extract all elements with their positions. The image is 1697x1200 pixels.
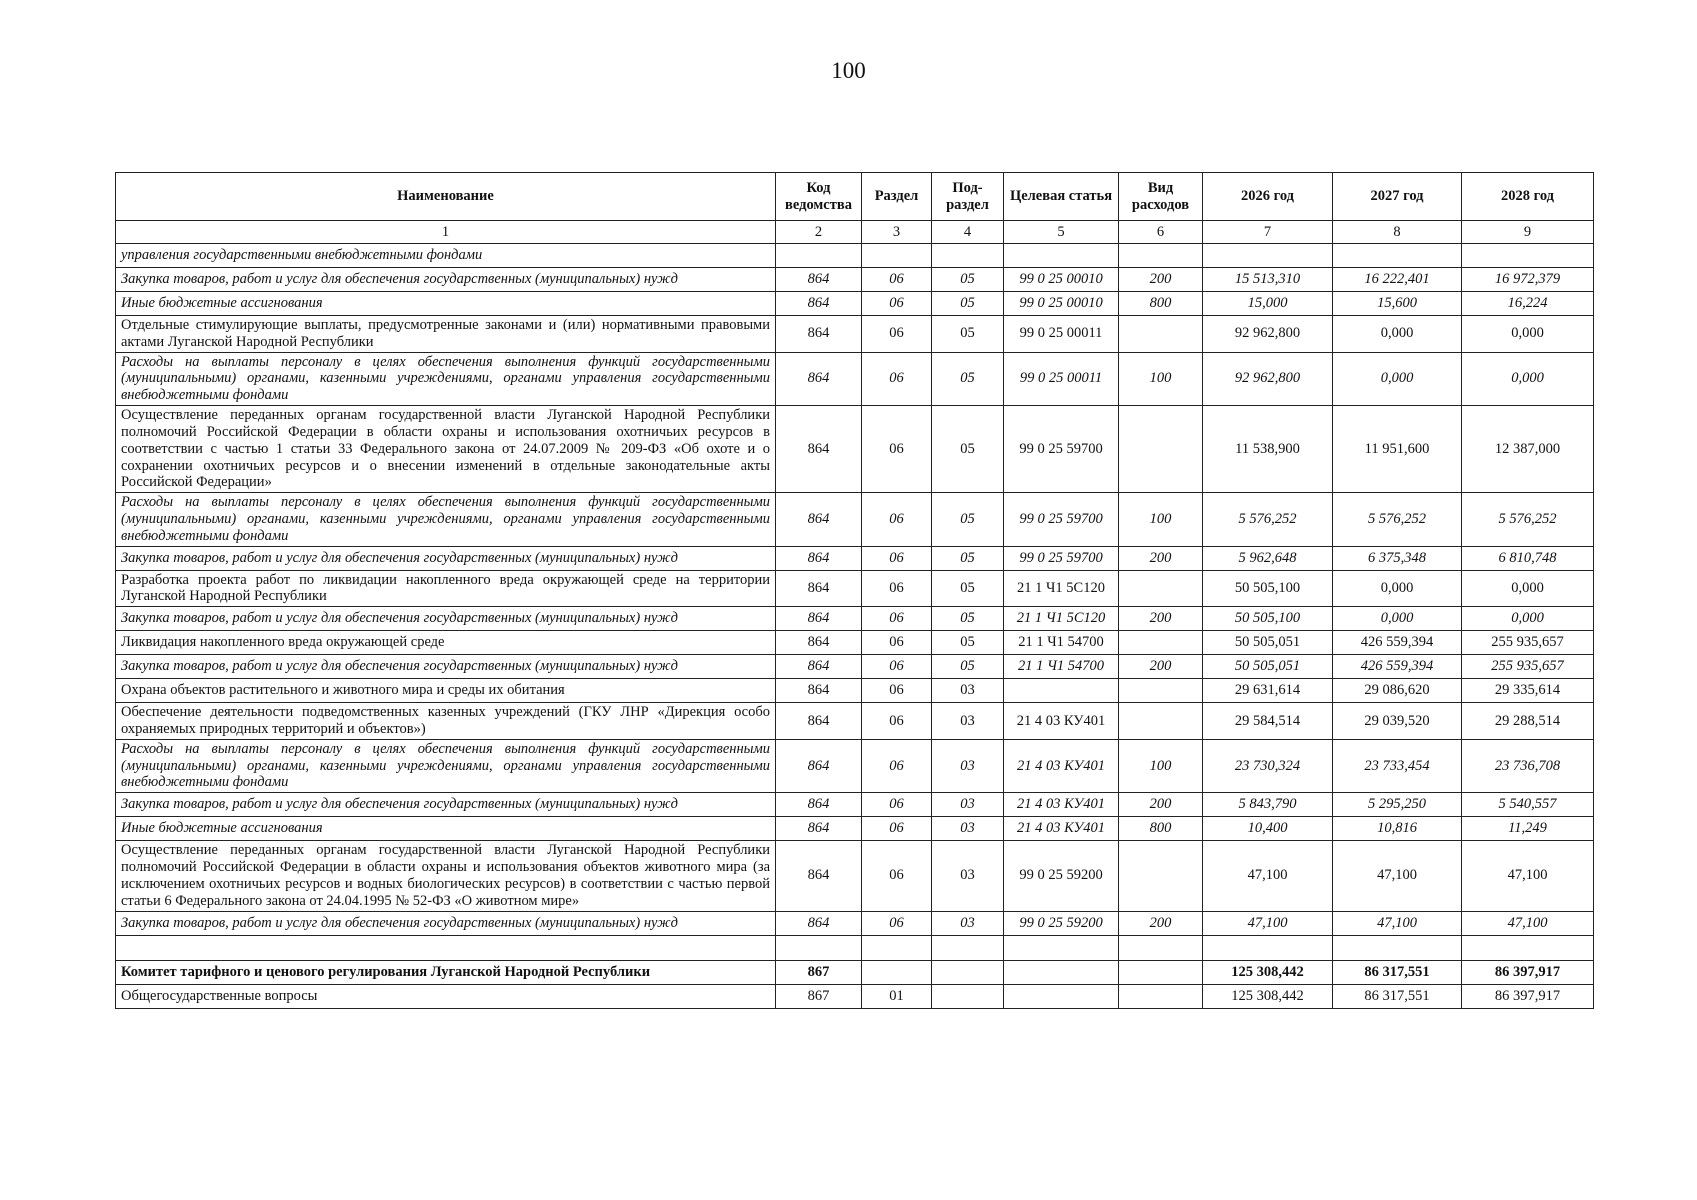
row-statya-cell: 21 4 03 КУ401 xyxy=(1004,703,1119,740)
row-razdel-cell: 06 xyxy=(862,352,932,405)
row-kod-cell: 864 xyxy=(776,546,862,570)
row-2026-cell: 50 505,051 xyxy=(1203,655,1333,679)
row-kod-cell: 864 xyxy=(776,352,862,405)
row-2026-cell: 29 631,614 xyxy=(1203,679,1333,703)
column-number: 1 xyxy=(116,221,776,244)
row-2027-cell: 0,000 xyxy=(1333,316,1462,353)
table-row xyxy=(116,268,1594,292)
row-podrazdel-cell xyxy=(932,960,1004,984)
header-razdel: Раздел xyxy=(862,173,932,221)
row-2027-cell: 0,000 xyxy=(1333,607,1462,631)
column-number: 5 xyxy=(1004,221,1119,244)
row-2027-cell: 29 039,520 xyxy=(1333,703,1462,740)
header-row xyxy=(116,173,1594,221)
row-2026-cell: 11 538,900 xyxy=(1203,406,1333,493)
row-statya-cell: 99 0 25 59700 xyxy=(1004,406,1119,493)
row-podrazdel-cell: 03 xyxy=(932,739,1004,792)
row-podrazdel-cell xyxy=(932,935,1004,960)
row-2028-cell: 5 540,557 xyxy=(1462,793,1594,817)
row-vid-cell: 100 xyxy=(1119,352,1203,405)
row-vid-cell: 200 xyxy=(1119,911,1203,935)
row-2028-cell: 0,000 xyxy=(1462,607,1594,631)
row-name-cell: Закупка товаров, работ и услуг для обеспечения государственных (муниципальных) нужд xyxy=(116,793,776,817)
row-2028-cell: 255 935,657 xyxy=(1462,631,1594,655)
row-vid-cell xyxy=(1119,984,1203,1008)
row-2027-cell: 426 559,394 xyxy=(1333,631,1462,655)
budget-table xyxy=(115,172,1594,1009)
row-podrazdel-cell: 05 xyxy=(932,316,1004,353)
row-vid-cell xyxy=(1119,570,1203,607)
row-razdel-cell: 06 xyxy=(862,739,932,792)
row-vid-cell xyxy=(1119,960,1203,984)
row-razdel-cell: 06 xyxy=(862,703,932,740)
row-podrazdel-cell: 05 xyxy=(932,570,1004,607)
row-name-cell: Закупка товаров, работ и услуг для обеспечения государственных (муниципальных) нужд xyxy=(116,607,776,631)
row-podrazdel-cell: 05 xyxy=(932,546,1004,570)
row-2027-cell xyxy=(1333,244,1462,268)
row-podrazdel-cell: 03 xyxy=(932,911,1004,935)
table-row xyxy=(116,703,1594,740)
row-2028-cell xyxy=(1462,244,1594,268)
row-podrazdel-cell xyxy=(932,244,1004,268)
row-name-cell: Комитет тарифного и ценового регулирования Луганской Народной Республики xyxy=(116,960,776,984)
row-kod-cell: 864 xyxy=(776,631,862,655)
row-name-cell: Иные бюджетные ассигнования xyxy=(116,292,776,316)
row-kod-cell: 867 xyxy=(776,984,862,1008)
table-row xyxy=(116,406,1594,493)
row-razdel-cell: 06 xyxy=(862,607,932,631)
row-kod-cell: 864 xyxy=(776,817,862,841)
row-2026-cell: 10,400 xyxy=(1203,817,1333,841)
row-statya-cell: 21 4 03 КУ401 xyxy=(1004,817,1119,841)
row-2027-cell: 16 222,401 xyxy=(1333,268,1462,292)
row-name-cell xyxy=(116,935,776,960)
row-2026-cell: 5 576,252 xyxy=(1203,493,1333,546)
row-vid-cell: 800 xyxy=(1119,292,1203,316)
row-2028-cell: 16 972,379 xyxy=(1462,268,1594,292)
row-vid-cell: 200 xyxy=(1119,607,1203,631)
row-2028-cell: 12 387,000 xyxy=(1462,406,1594,493)
row-razdel-cell: 06 xyxy=(862,493,932,546)
table-row xyxy=(116,352,1594,405)
row-statya-cell: 99 0 25 00010 xyxy=(1004,268,1119,292)
row-2026-cell: 15,000 xyxy=(1203,292,1333,316)
row-2028-cell: 23 736,708 xyxy=(1462,739,1594,792)
row-vid-cell: 800 xyxy=(1119,817,1203,841)
row-2028-cell: 29 288,514 xyxy=(1462,703,1594,740)
row-kod-cell: 864 xyxy=(776,570,862,607)
row-name-cell: Ликвидация накопленного вреда окружающей среде xyxy=(116,631,776,655)
row-vid-cell: 200 xyxy=(1119,655,1203,679)
row-podrazdel-cell: 03 xyxy=(932,793,1004,817)
table-row xyxy=(116,911,1594,935)
row-name-cell: Отдельные стимулирующие выплаты, предусмотренные законами и (или) нормативными правовыми актами Луганской Народной Республики xyxy=(116,316,776,353)
row-2026-cell: 29 584,514 xyxy=(1203,703,1333,740)
row-vid-cell: 100 xyxy=(1119,493,1203,546)
table-row xyxy=(116,960,1594,984)
row-podrazdel-cell xyxy=(932,984,1004,1008)
page-number: 100 xyxy=(831,58,866,83)
row-2027-cell: 47,100 xyxy=(1333,841,1462,911)
row-razdel-cell: 01 xyxy=(862,984,932,1008)
row-statya-cell: 21 1 Ч1 54700 xyxy=(1004,631,1119,655)
row-name-cell: управления государственными внебюджетными фондами xyxy=(116,244,776,268)
row-kod-cell: 864 xyxy=(776,316,862,353)
table-row xyxy=(116,793,1594,817)
row-name-cell: Расходы на выплаты персоналу в целях обеспечения выполнения функций государственными (муниципальными) органами, казенными учреждениями, органами управления государственными внебюджетными фондами xyxy=(116,352,776,405)
row-podrazdel-cell: 05 xyxy=(932,493,1004,546)
column-number-row xyxy=(116,221,1594,244)
row-kod-cell: 864 xyxy=(776,679,862,703)
row-podrazdel-cell: 03 xyxy=(932,841,1004,911)
row-statya-cell: 99 0 25 00011 xyxy=(1004,352,1119,405)
row-2028-cell: 86 397,917 xyxy=(1462,960,1594,984)
row-statya-cell: 21 1 Ч1 5С120 xyxy=(1004,570,1119,607)
header-podrazdel: Под-раздел xyxy=(932,173,1004,221)
row-2026-cell: 15 513,310 xyxy=(1203,268,1333,292)
row-statya-cell: 99 0 25 59200 xyxy=(1004,841,1119,911)
table-row xyxy=(116,679,1594,703)
row-2027-cell: 15,600 xyxy=(1333,292,1462,316)
row-razdel-cell: 06 xyxy=(862,268,932,292)
row-vid-cell xyxy=(1119,406,1203,493)
row-2026-cell: 50 505,100 xyxy=(1203,570,1333,607)
row-name-cell: Иные бюджетные ассигнования xyxy=(116,817,776,841)
row-name-cell: Закупка товаров, работ и услуг для обеспечения государственных (муниципальных) нужд xyxy=(116,911,776,935)
row-statya-cell: 99 0 25 59200 xyxy=(1004,911,1119,935)
row-statya-cell: 99 0 25 59700 xyxy=(1004,493,1119,546)
row-statya-cell: 21 1 Ч1 54700 xyxy=(1004,655,1119,679)
row-name-cell: Закупка товаров, работ и услуг для обеспечения государственных (муниципальных) нужд xyxy=(116,655,776,679)
row-kod-cell: 864 xyxy=(776,406,862,493)
row-kod-cell: 867 xyxy=(776,960,862,984)
row-podrazdel-cell: 03 xyxy=(932,679,1004,703)
row-2026-cell xyxy=(1203,935,1333,960)
row-kod-cell: 864 xyxy=(776,493,862,546)
row-statya-cell: 21 4 03 КУ401 xyxy=(1004,793,1119,817)
row-2028-cell: 11,249 xyxy=(1462,817,1594,841)
row-2027-cell: 23 733,454 xyxy=(1333,739,1462,792)
row-razdel-cell: 06 xyxy=(862,316,932,353)
row-kod-cell: 864 xyxy=(776,739,862,792)
table-row xyxy=(116,984,1594,1008)
row-2028-cell xyxy=(1462,935,1594,960)
row-podrazdel-cell: 05 xyxy=(932,631,1004,655)
row-2026-cell xyxy=(1203,244,1333,268)
row-statya-cell xyxy=(1004,935,1119,960)
row-2026-cell: 50 505,051 xyxy=(1203,631,1333,655)
row-razdel-cell: 06 xyxy=(862,911,932,935)
row-podrazdel-cell: 05 xyxy=(932,607,1004,631)
row-2027-cell: 10,816 xyxy=(1333,817,1462,841)
row-razdel-cell: 06 xyxy=(862,292,932,316)
row-vid-cell: 200 xyxy=(1119,268,1203,292)
column-number: 6 xyxy=(1119,221,1203,244)
row-2027-cell: 0,000 xyxy=(1333,352,1462,405)
header-vid: Вид расходов xyxy=(1119,173,1203,221)
row-2028-cell: 6 810,748 xyxy=(1462,546,1594,570)
table-row xyxy=(116,739,1594,792)
row-vid-cell: 100 xyxy=(1119,739,1203,792)
table-row xyxy=(116,655,1594,679)
row-2026-cell: 125 308,442 xyxy=(1203,960,1333,984)
row-kod-cell: 864 xyxy=(776,607,862,631)
row-podrazdel-cell: 05 xyxy=(932,268,1004,292)
row-kod-cell: 864 xyxy=(776,268,862,292)
row-podrazdel-cell: 03 xyxy=(932,817,1004,841)
row-razdel-cell: 06 xyxy=(862,841,932,911)
column-number: 8 xyxy=(1333,221,1462,244)
table-row xyxy=(116,244,1594,268)
row-vid-cell xyxy=(1119,935,1203,960)
table-row xyxy=(116,570,1594,607)
row-kod-cell: 864 xyxy=(776,841,862,911)
header-2027: 2027 год xyxy=(1333,173,1462,221)
row-vid-cell: 200 xyxy=(1119,793,1203,817)
row-2028-cell: 47,100 xyxy=(1462,841,1594,911)
row-2026-cell: 5 843,790 xyxy=(1203,793,1333,817)
row-razdel-cell: 06 xyxy=(862,546,932,570)
row-2028-cell: 47,100 xyxy=(1462,911,1594,935)
row-2028-cell: 255 935,657 xyxy=(1462,655,1594,679)
row-name-cell: Закупка товаров, работ и услуг для обеспечения государственных (муниципальных) нужд xyxy=(116,546,776,570)
row-2027-cell: 86 317,551 xyxy=(1333,984,1462,1008)
row-name-cell: Закупка товаров, работ и услуг для обеспечения государственных (муниципальных) нужд xyxy=(116,268,776,292)
row-vid-cell xyxy=(1119,841,1203,911)
row-statya-cell: 99 0 25 00010 xyxy=(1004,292,1119,316)
column-number: 2 xyxy=(776,221,862,244)
row-2027-cell: 47,100 xyxy=(1333,911,1462,935)
row-2026-cell: 92 962,800 xyxy=(1203,316,1333,353)
row-name-cell: Общегосударственные вопросы xyxy=(116,984,776,1008)
row-razdel-cell xyxy=(862,960,932,984)
row-name-cell: Осуществление переданных органам государственной власти Луганской Народной Республики полномочий Российской Федерации в области охраны и использования объектов животного мира (за исключением охотничьих ресурсов и водных биологических ресурсов) в соответствии с частью первой статьи 6 Федерального закона от 24.04.1995 № 52-ФЗ «О животном мире» xyxy=(116,841,776,911)
table-row xyxy=(116,631,1594,655)
row-2027-cell xyxy=(1333,935,1462,960)
row-razdel-cell: 06 xyxy=(862,631,932,655)
row-razdel-cell: 06 xyxy=(862,655,932,679)
row-vid-cell xyxy=(1119,244,1203,268)
row-podrazdel-cell: 05 xyxy=(932,292,1004,316)
column-number: 7 xyxy=(1203,221,1333,244)
row-vid-cell xyxy=(1119,316,1203,353)
row-razdel-cell xyxy=(862,935,932,960)
row-kod-cell: 864 xyxy=(776,911,862,935)
table-row xyxy=(116,935,1594,960)
row-statya-cell: 99 0 25 59700 xyxy=(1004,546,1119,570)
row-2028-cell: 0,000 xyxy=(1462,352,1594,405)
table-row xyxy=(116,546,1594,570)
row-2028-cell: 0,000 xyxy=(1462,316,1594,353)
row-2026-cell: 23 730,324 xyxy=(1203,739,1333,792)
column-number: 9 xyxy=(1462,221,1594,244)
row-statya-cell xyxy=(1004,244,1119,268)
row-name-cell: Разработка проекта работ по ликвидации накопленного вреда окружающей среде на территории Луганской Народной Республики xyxy=(116,570,776,607)
row-vid-cell xyxy=(1119,631,1203,655)
row-2028-cell: 29 335,614 xyxy=(1462,679,1594,703)
row-name-cell: Расходы на выплаты персоналу в целях обеспечения выполнения функций государственными (муниципальными) органами, казенными учреждениями, органами управления государственными внебюджетными фондами xyxy=(116,493,776,546)
row-2026-cell: 50 505,100 xyxy=(1203,607,1333,631)
row-razdel-cell: 06 xyxy=(862,406,932,493)
table-row xyxy=(116,316,1594,353)
row-2027-cell: 11 951,600 xyxy=(1333,406,1462,493)
row-statya-cell xyxy=(1004,984,1119,1008)
row-kod-cell: 864 xyxy=(776,655,862,679)
row-2026-cell: 5 962,648 xyxy=(1203,546,1333,570)
row-kod-cell: 864 xyxy=(776,292,862,316)
row-2027-cell: 426 559,394 xyxy=(1333,655,1462,679)
row-kod-cell: 864 xyxy=(776,703,862,740)
table-row xyxy=(116,817,1594,841)
row-kod-cell xyxy=(776,244,862,268)
row-name-cell: Расходы на выплаты персоналу в целях обеспечения выполнения функций государственными (муниципальными) органами, казенными учреждениями, органами управления государственными внебюджетными фондами xyxy=(116,739,776,792)
table-row xyxy=(116,493,1594,546)
row-name-cell: Обеспечение деятельности подведомственных казенных учреждений (ГКУ ЛНР «Дирекция особо охраняемых природных территорий и объектов») xyxy=(116,703,776,740)
row-2027-cell: 86 317,551 xyxy=(1333,960,1462,984)
header-2026: 2026 год xyxy=(1203,173,1333,221)
row-vid-cell xyxy=(1119,679,1203,703)
row-2027-cell: 0,000 xyxy=(1333,570,1462,607)
table-row xyxy=(116,841,1594,911)
column-number: 3 xyxy=(862,221,932,244)
row-podrazdel-cell: 03 xyxy=(932,703,1004,740)
row-name-cell: Осуществление переданных органам государственной власти Луганской Народной Республики полномочий Российской Федерации в области охраны и использования охотничьих ресурсов в соответствии с частью 1 статьи 33 Федерального закона от 24.07.2009 № 209-ФЗ «Об охоте и о сохранении охотничьих ресурсов и о внесении изменений в отдельные законодательные акты Российской Федерации» xyxy=(116,406,776,493)
row-razdel-cell: 06 xyxy=(862,793,932,817)
row-2026-cell: 92 962,800 xyxy=(1203,352,1333,405)
row-statya-cell: 99 0 25 00011 xyxy=(1004,316,1119,353)
row-2027-cell: 6 375,348 xyxy=(1333,546,1462,570)
row-2026-cell: 47,100 xyxy=(1203,911,1333,935)
row-razdel-cell: 06 xyxy=(862,817,932,841)
row-statya-cell: 21 1 Ч1 5С120 xyxy=(1004,607,1119,631)
header-name: Наименование xyxy=(116,173,776,221)
row-2027-cell: 29 086,620 xyxy=(1333,679,1462,703)
row-2028-cell: 86 397,917 xyxy=(1462,984,1594,1008)
row-2027-cell: 5 576,252 xyxy=(1333,493,1462,546)
row-vid-cell: 200 xyxy=(1119,546,1203,570)
row-kod-cell: 864 xyxy=(776,793,862,817)
row-name-cell: Охрана объектов растительного и животного мира и среды их обитания xyxy=(116,679,776,703)
row-podrazdel-cell: 05 xyxy=(932,352,1004,405)
table-body xyxy=(116,221,1594,1009)
row-kod-cell xyxy=(776,935,862,960)
row-2028-cell: 5 576,252 xyxy=(1462,493,1594,546)
row-2028-cell: 16,224 xyxy=(1462,292,1594,316)
row-podrazdel-cell: 05 xyxy=(932,406,1004,493)
row-statya-cell: 21 4 03 КУ401 xyxy=(1004,739,1119,792)
row-razdel-cell: 06 xyxy=(862,679,932,703)
column-number: 4 xyxy=(932,221,1004,244)
row-razdel-cell xyxy=(862,244,932,268)
header-statya: Целевая статья xyxy=(1004,173,1119,221)
row-statya-cell xyxy=(1004,960,1119,984)
row-2026-cell: 125 308,442 xyxy=(1203,984,1333,1008)
row-2027-cell: 5 295,250 xyxy=(1333,793,1462,817)
row-podrazdel-cell: 05 xyxy=(932,655,1004,679)
header-kod: Код ведомства xyxy=(776,173,862,221)
header-2028: 2028 год xyxy=(1462,173,1594,221)
row-statya-cell xyxy=(1004,679,1119,703)
row-2028-cell: 0,000 xyxy=(1462,570,1594,607)
row-razdel-cell: 06 xyxy=(862,570,932,607)
row-2026-cell: 47,100 xyxy=(1203,841,1333,911)
row-vid-cell xyxy=(1119,703,1203,740)
table-row xyxy=(116,607,1594,631)
table-row xyxy=(116,292,1594,316)
